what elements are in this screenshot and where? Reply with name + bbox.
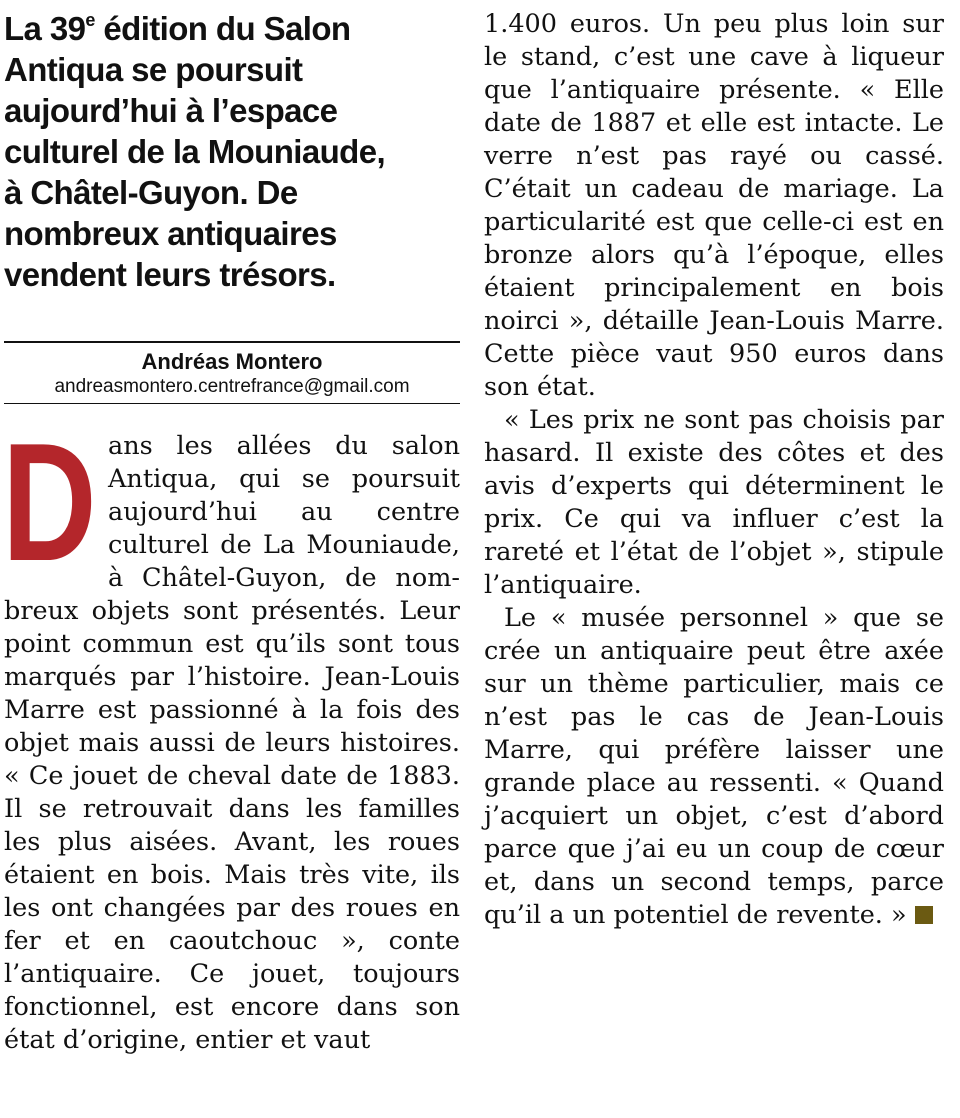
left-column bbox=[4, 8, 460, 295]
author-name: Andréas Montero bbox=[141, 349, 323, 374]
paragraph-1-part-b: 1.400 euros. Un peu plus loin sur le stand, c’est une cave à liqueur que l’antiquaire présente. « Elle date de 1887 et elle est intacte. Le verre n’est pas rayé ou cassé. C’était un cadeau de mariage. La particularité est que celle-ci est en bronze alors qu’à l’époque, elles étaient principalement en bois noirci », détaille Jean-Louis Marre. Cette pièce vaut 950 euros dans son état. bbox=[484, 9, 944, 402]
body-right-column bbox=[484, 8, 944, 932]
body-left-column bbox=[2, 408, 460, 1057]
author-email: andreasmontero.centrefrance@gmail.com bbox=[54, 376, 410, 397]
byline bbox=[4, 341, 460, 404]
paragraph-3-text: Le « musée personnel » que se crée un antiquaire peut être axée sur un thème particulier, mais ce n’est pas le cas de Jean-Louis Marre, qui préfère laisser une grande place au ressenti. « Quand j’acquiert un objet, c’est d’abord parce que j’ai eu un coup de cœur et, dans un second temps, parce qu’il a un potentiel de revente. » bbox=[484, 603, 944, 930]
article-lede: La 39e édition du Salon Antiqua se poursuit aujourd’hui à l’espace culturel de la Mouniaude, à Châtel-Guyon. De nombreux antiquaires vendent leurs trésors. bbox=[4, 10, 386, 293]
paragraph-1-part-a: ans les allées du salon Antiqua, qui se poursuit aujourd’hui au centre culturel de La Mouniaude, à Châtel-Guyon, de nombreux objets sont présentés. Leur point commun est qu’ils sont tous marqués par l’histoire. Jean-Louis Marre est passionné à la fois des objet mais aussi de leurs histoires. « Ce jouet de cheval date de 1883. Il se retrouvait dans les familles les plus aisées. Avant, les roues étaient en bois. Mais très vite, ils les ont changées par des roues en fer et en caoutchouc », conte l’antiquaire. Ce jouet, toujours fonctionnel, est encore dans son état d’origine, entier et vaut bbox=[4, 431, 460, 1055]
paragraph-3 bbox=[484, 602, 944, 932]
drop-cap: D bbox=[2, 408, 97, 596]
end-mark bbox=[915, 906, 933, 924]
paragraph-2: « Les prix ne sont pas choisis par hasard. Il existe des côtes et des avis d’experts qui déterminent le prix. Ce qui va influer c’est la rareté et l’état de l’objet », stipule l’antiquaire. bbox=[484, 405, 944, 600]
